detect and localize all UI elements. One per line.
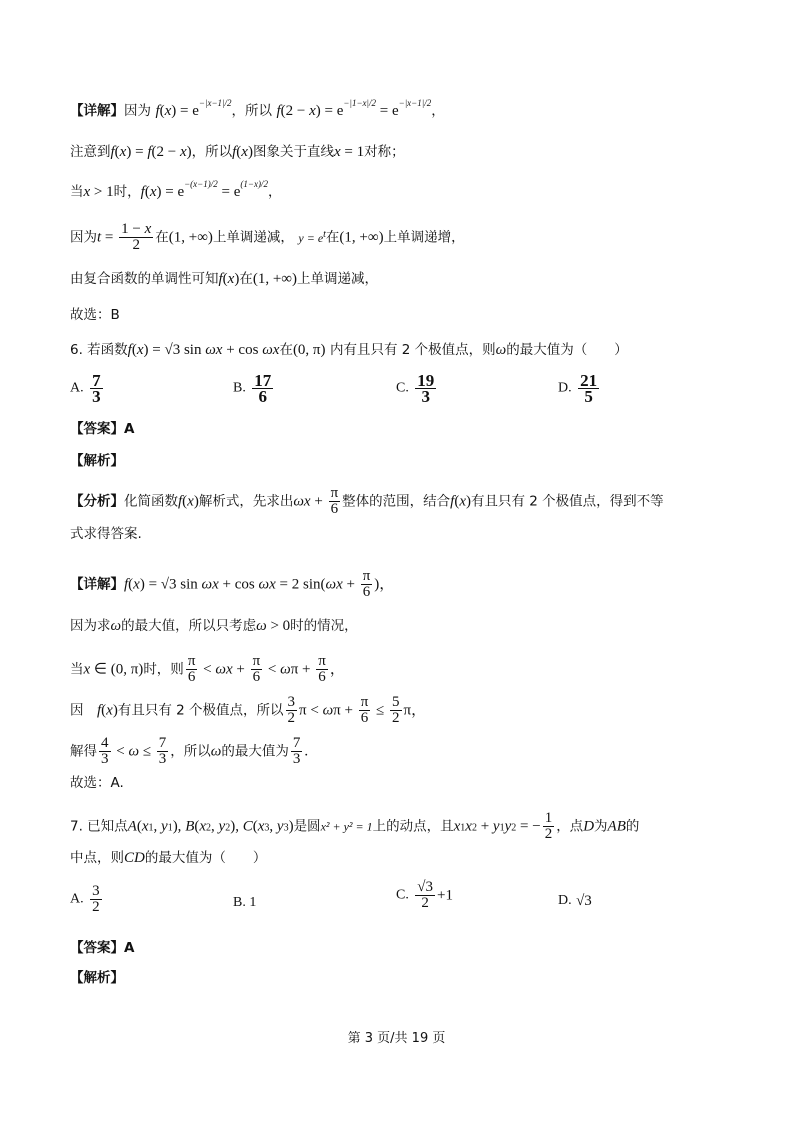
detail-line-4: 因为t = $\frac{1 - x}{2}$ 在(1, +∞)上单调递减， $y = e^t$在(1, +∞)上单调递增，: [70, 221, 465, 253]
q7-option-b: B. 1: [233, 895, 257, 910]
choose-6: 故选：A.: [70, 775, 124, 791]
option-b: B. $\frac{17}{6}$: [233, 371, 272, 406]
detail-6-line-3: 当x ∈ (0, π)时，则 $\frac{\pi}{6}$ < ωx + $\frac{\pi}{6}$ < ωπ + $\frac{\pi}{6}$ ，: [70, 653, 345, 685]
option-a: A. $\frac{7}{3}$: [70, 371, 101, 406]
question-6: 6. 若函数f(x) = √3 sin ωx + cos ωx在(0, π) 内有且只有 2 个极值点，则ω的最大值为（ ）: [70, 342, 628, 358]
option-c: C. $\frac{19}{3}$: [396, 371, 435, 406]
q7-option-d: D. √3: [558, 893, 592, 909]
answer-7: 【答案】A: [70, 940, 135, 956]
analysis-6: 【解析】: [70, 453, 124, 469]
fenxi-line-2: 式求得答案.: [70, 526, 142, 542]
q7-option-c: C. $\frac{√3}{2}$ +1: [396, 879, 453, 911]
detail-line-1: 【详解】因为 $f(x) = e^{-|x-1|/2}$，所以 $f(2 - x) = e^{-|1-x|/2} = e^{-|x-1|/2}$，: [70, 98, 445, 119]
formula: f: [155, 103, 160, 119]
detail-6-line-2: 因为求ω的最大值，所以只考虑ω > 0时的情况，: [70, 618, 358, 634]
detail-6-line-5: 解得 $\frac{4}{3}$ < ω ≤ $\frac{7}{3}$ ，所以ω的最大值为 $\frac{7}{3}$ .: [70, 735, 309, 767]
question-7-line-2: 中点，则CD的最大值为（ ）: [70, 850, 267, 866]
detail-line-3: 当x > 1时，$f(x) = e^{-(x-1)/2} = e^{(1-x)/2}$，: [70, 179, 282, 200]
fenxi-line-1: 【分析】化简函数f(x)解析式，先求出ωx + $\frac{\pi}{6}$ 整体的范围，结合f(x)有且只有 2 个极值点，得到不等: [70, 485, 664, 517]
analysis-7: 【解析】: [70, 970, 124, 986]
q7-option-a: A. $\frac{3}{2}$: [70, 883, 100, 915]
option-d: D. $\frac{21}{5}$: [558, 371, 598, 406]
detail-label: 【详解】: [70, 103, 124, 119]
question-7-line-1: 7. 已知点A(x1, y1), B(x2, y2), C(x3, y3)是圆x² + y² = 1上的动点，且x1x2 + y1y2 = − $\frac{1}{2}$ ，点D为AB的: [70, 810, 640, 842]
answer-6: 【答案】A: [70, 421, 135, 437]
detail-line-5: 由复合函数的单调性可知f(x)在(1, +∞)上单调递减，: [70, 271, 378, 287]
page-footer: 第 3 页/共 19 页: [347, 1031, 446, 1046]
detail-6-line-4: 因 f(x)有且只有 2 个极值点，所以 $\frac{3}{2}$ π < ωπ + $\frac{\pi}{6}$ ≤ $\frac{5}{2}$ π，: [70, 694, 427, 726]
detail-line-2: 注意到f(x) = f(2 − x)，所以f(x)图象关于直线x = 1对称；: [70, 144, 405, 160]
detail-6-line-1: 【详解】f(x) = √3 sin ωx + cos ωx = 2 sin(ωx + $\frac{\pi}{6}$ )，: [70, 568, 395, 600]
choose-line: 故选：B: [70, 307, 120, 323]
